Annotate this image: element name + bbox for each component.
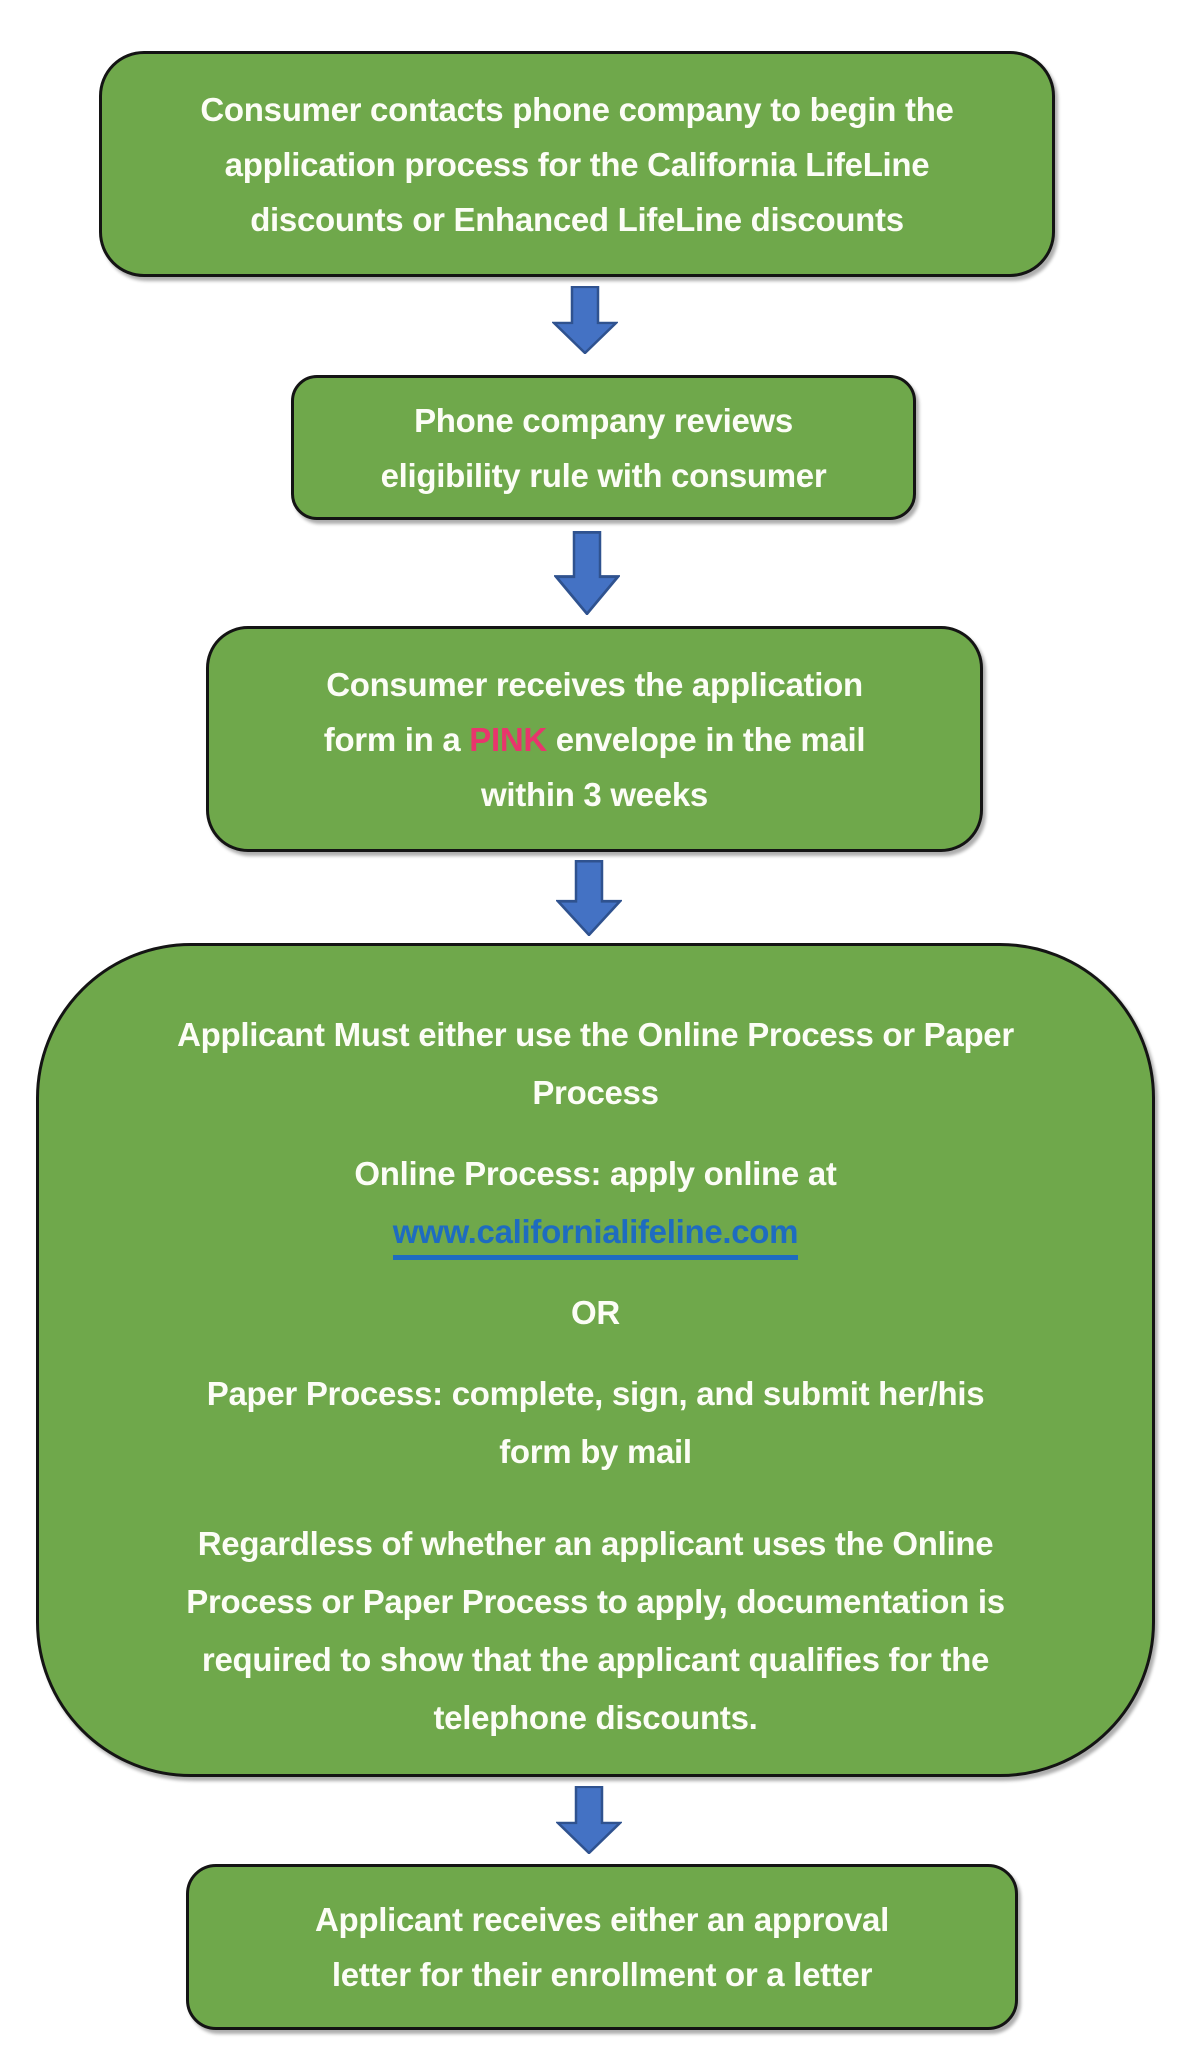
paper-process-line-2: form by mail: [499, 1433, 692, 1470]
step-3-box: [206, 626, 983, 852]
step-5-line-1: Applicant receives either an approval: [315, 1901, 889, 1938]
or-label: OR: [571, 1294, 620, 1331]
step-1-line-2: application process for the California LifeLine: [224, 145, 930, 183]
arrow-down-icon: [556, 1786, 622, 1854]
step-1-box: [99, 51, 1055, 277]
arrow-down-icon: [556, 860, 622, 936]
step-3-line-2: [324, 712, 865, 767]
california-lifeline-link[interactable]: www.californialifeline.com: [393, 1209, 798, 1260]
step-4-box: [36, 943, 1155, 1777]
arrow-down-icon: [554, 531, 620, 615]
online-process-label: Online Process: apply online at: [354, 1155, 837, 1192]
step-5-line-2: letter for their enrollment or a letter: [331, 1956, 873, 1993]
regardless-line-3: required to show that the applicant qualifies for the: [201, 1641, 990, 1678]
step-2-line-2: eligibility rule with consumer: [380, 456, 827, 494]
step-3-line-3: within 3 weeks: [481, 775, 708, 813]
step-3-line-2-prefix: form in a: [323, 720, 470, 758]
step-5-box: [186, 1864, 1018, 2030]
paper-process-line-1: Paper Process: complete, sign, and submit her/his: [206, 1375, 985, 1412]
regardless-line-1: Regardless of whether an applicant uses the Online: [197, 1525, 994, 1562]
step-1-line-3: discounts or Enhanced LifeLine discounts: [250, 200, 904, 238]
step-2-box: [291, 375, 916, 520]
regardless-line-2: Process or Paper Process to apply, documentation is: [186, 1583, 1005, 1620]
step-4-title-line-2: Process: [532, 1074, 659, 1111]
arrow-down-icon: [552, 286, 618, 354]
step-2-line-1: Phone company reviews: [414, 401, 793, 439]
link-line: [393, 1203, 798, 1261]
pink-envelope-highlight: PINK: [469, 720, 547, 758]
regardless-line-4: telephone discounts.: [433, 1699, 758, 1736]
step-3-line-2-suffix: envelope in the mail: [546, 720, 866, 758]
step-4-title-line-1: Applicant Must either use the Online Process or Paper: [177, 1016, 1014, 1053]
step-1-line-1: Consumer contacts phone company to begin the: [200, 90, 954, 128]
step-3-line-1: Consumer receives the application: [326, 665, 863, 703]
